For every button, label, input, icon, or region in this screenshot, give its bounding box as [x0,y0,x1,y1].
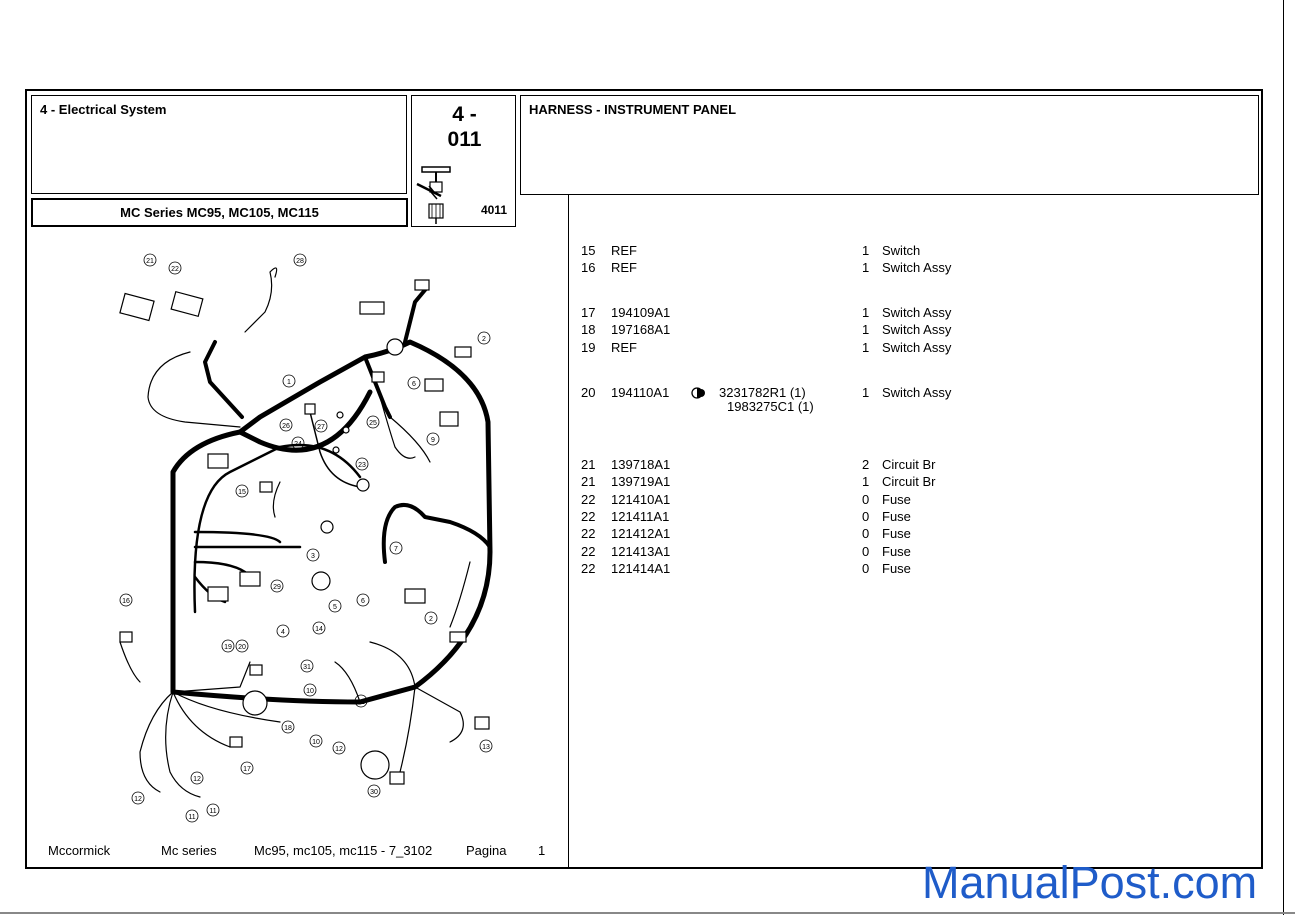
ref-number: 17 [581,305,596,320]
svg-text:26: 26 [282,423,290,430]
svg-text:24: 24 [294,441,302,448]
svg-text:27: 27 [317,424,325,431]
part-number: 194110A1 [611,385,670,400]
part-number: 139719A1 [611,474,671,489]
svg-text:14: 14 [315,626,323,633]
svg-text:30: 30 [370,789,378,796]
ref-number: 22 [581,526,596,541]
ref-number: 21 [581,457,596,472]
svg-text:15: 15 [238,489,246,496]
quantity: 2 [862,457,870,472]
svg-text:2: 2 [482,336,486,343]
svg-text:2: 2 [429,616,433,623]
description: Switch [882,243,921,258]
part-number: 139718A1 [611,457,671,472]
description: Fuse [882,526,911,541]
part-number: 194109A1 [611,305,671,320]
svg-text:29: 29 [273,584,281,591]
footer-brand: Mccormick [48,843,111,858]
svg-text:12: 12 [193,776,201,783]
footer-page-number: 1 [538,843,546,858]
quantity: 1 [862,322,870,337]
svg-text:22: 22 [171,266,179,273]
svg-text:12: 12 [335,746,343,753]
svg-text:4: 4 [281,629,285,636]
svg-text:5: 5 [333,604,337,611]
alternate-part-1: 3231782R1 (1) [719,385,806,400]
part-number: REF [611,340,637,355]
column-divider [568,195,569,868]
quantity: 1 [862,385,870,400]
page-right-edge [1283,0,1284,915]
svg-text:10: 10 [312,739,320,746]
part-number: 121412A1 [611,526,671,541]
ref-number: 22 [581,509,596,524]
description: Switch Assy [882,305,952,320]
description: Fuse [882,561,911,576]
ref-number: 16 [581,260,596,275]
svg-text:3: 3 [311,553,315,560]
description: Fuse [882,509,911,524]
quantity: 1 [862,474,870,489]
part-number: 121411A1 [611,509,670,524]
svg-text:21: 21 [146,258,154,265]
part-number: REF [611,260,637,275]
svg-text:11: 11 [188,814,196,821]
description: Switch Assy [882,385,952,400]
description: Switch Assy [882,322,952,337]
svg-text:16: 16 [122,598,130,605]
svg-text:19: 19 [224,644,232,651]
ref-number: 15 [581,243,596,258]
quantity: 0 [862,509,870,524]
quantity: 1 [862,340,870,355]
model-series: MC Series MC95, MC105, MC115 [31,198,408,227]
svg-text:31: 31 [303,664,311,671]
page-number-box [411,95,516,227]
quantity: 1 [862,305,870,320]
part-number: REF [611,243,637,258]
footer-page-label: Pagina [466,843,507,858]
quantity: 0 [862,526,870,541]
description: Circuit Br [882,474,936,489]
ref-number: 22 [581,544,596,559]
svg-text:23: 23 [358,462,366,469]
part-number: 121410A1 [611,492,671,507]
svg-text:9: 9 [431,437,435,444]
svg-text:25: 25 [369,420,377,427]
part-number: 121413A1 [611,544,671,559]
page-code: 4011 [480,203,507,217]
part-number: 121414A1 [611,561,671,576]
quantity: 0 [862,544,870,559]
description: Circuit Br [882,457,936,472]
harness-title: HARNESS - INSTRUMENT PANEL [520,95,1259,195]
harness-diagram [30,232,565,832]
description: Fuse [882,544,911,559]
description: Fuse [882,492,911,507]
ref-number: 20 [581,385,596,400]
svg-text:28: 28 [296,258,304,265]
quantity: 1 [862,243,870,258]
page-number-line1: 4 - [452,103,477,126]
page-bottom-edge [0,912,1295,914]
quantity: 0 [862,492,870,507]
ref-number: 22 [581,492,596,507]
watermark: ManualPost.com [922,857,1258,908]
ref-number: 18 [581,322,596,337]
quantity: 0 [862,561,870,576]
svg-text:11: 11 [209,808,217,815]
description: Switch Assy [882,340,952,355]
svg-text:13: 13 [482,744,490,751]
quantity: 1 [862,260,870,275]
ref-number: 19 [581,340,596,355]
footer-model-ref: Mc95, mc105, mc115 - 7_3102 [254,843,433,858]
ref-number: 22 [581,561,596,576]
svg-text:17: 17 [243,766,251,773]
svg-text:12: 12 [357,699,365,706]
svg-text:1: 1 [287,379,291,386]
svg-text:10: 10 [306,688,314,695]
interchange-icon [691,387,707,399]
section-title: 4 - Electrical System [31,95,407,194]
page-number-line2: 011 [447,128,482,151]
ref-number: 21 [581,474,596,489]
svg-text:12: 12 [134,796,142,803]
svg-text:6: 6 [361,598,365,605]
part-number: 197168A1 [611,322,671,337]
svg-text:20: 20 [238,644,246,651]
svg-text:6: 6 [412,381,416,388]
description: Switch Assy [882,260,952,275]
footer-series: Mc series [161,843,217,858]
svg-text:7: 7 [394,546,398,553]
alternate-part-2: 1983275C1 (1) [727,399,814,414]
svg-text:18: 18 [284,725,292,732]
